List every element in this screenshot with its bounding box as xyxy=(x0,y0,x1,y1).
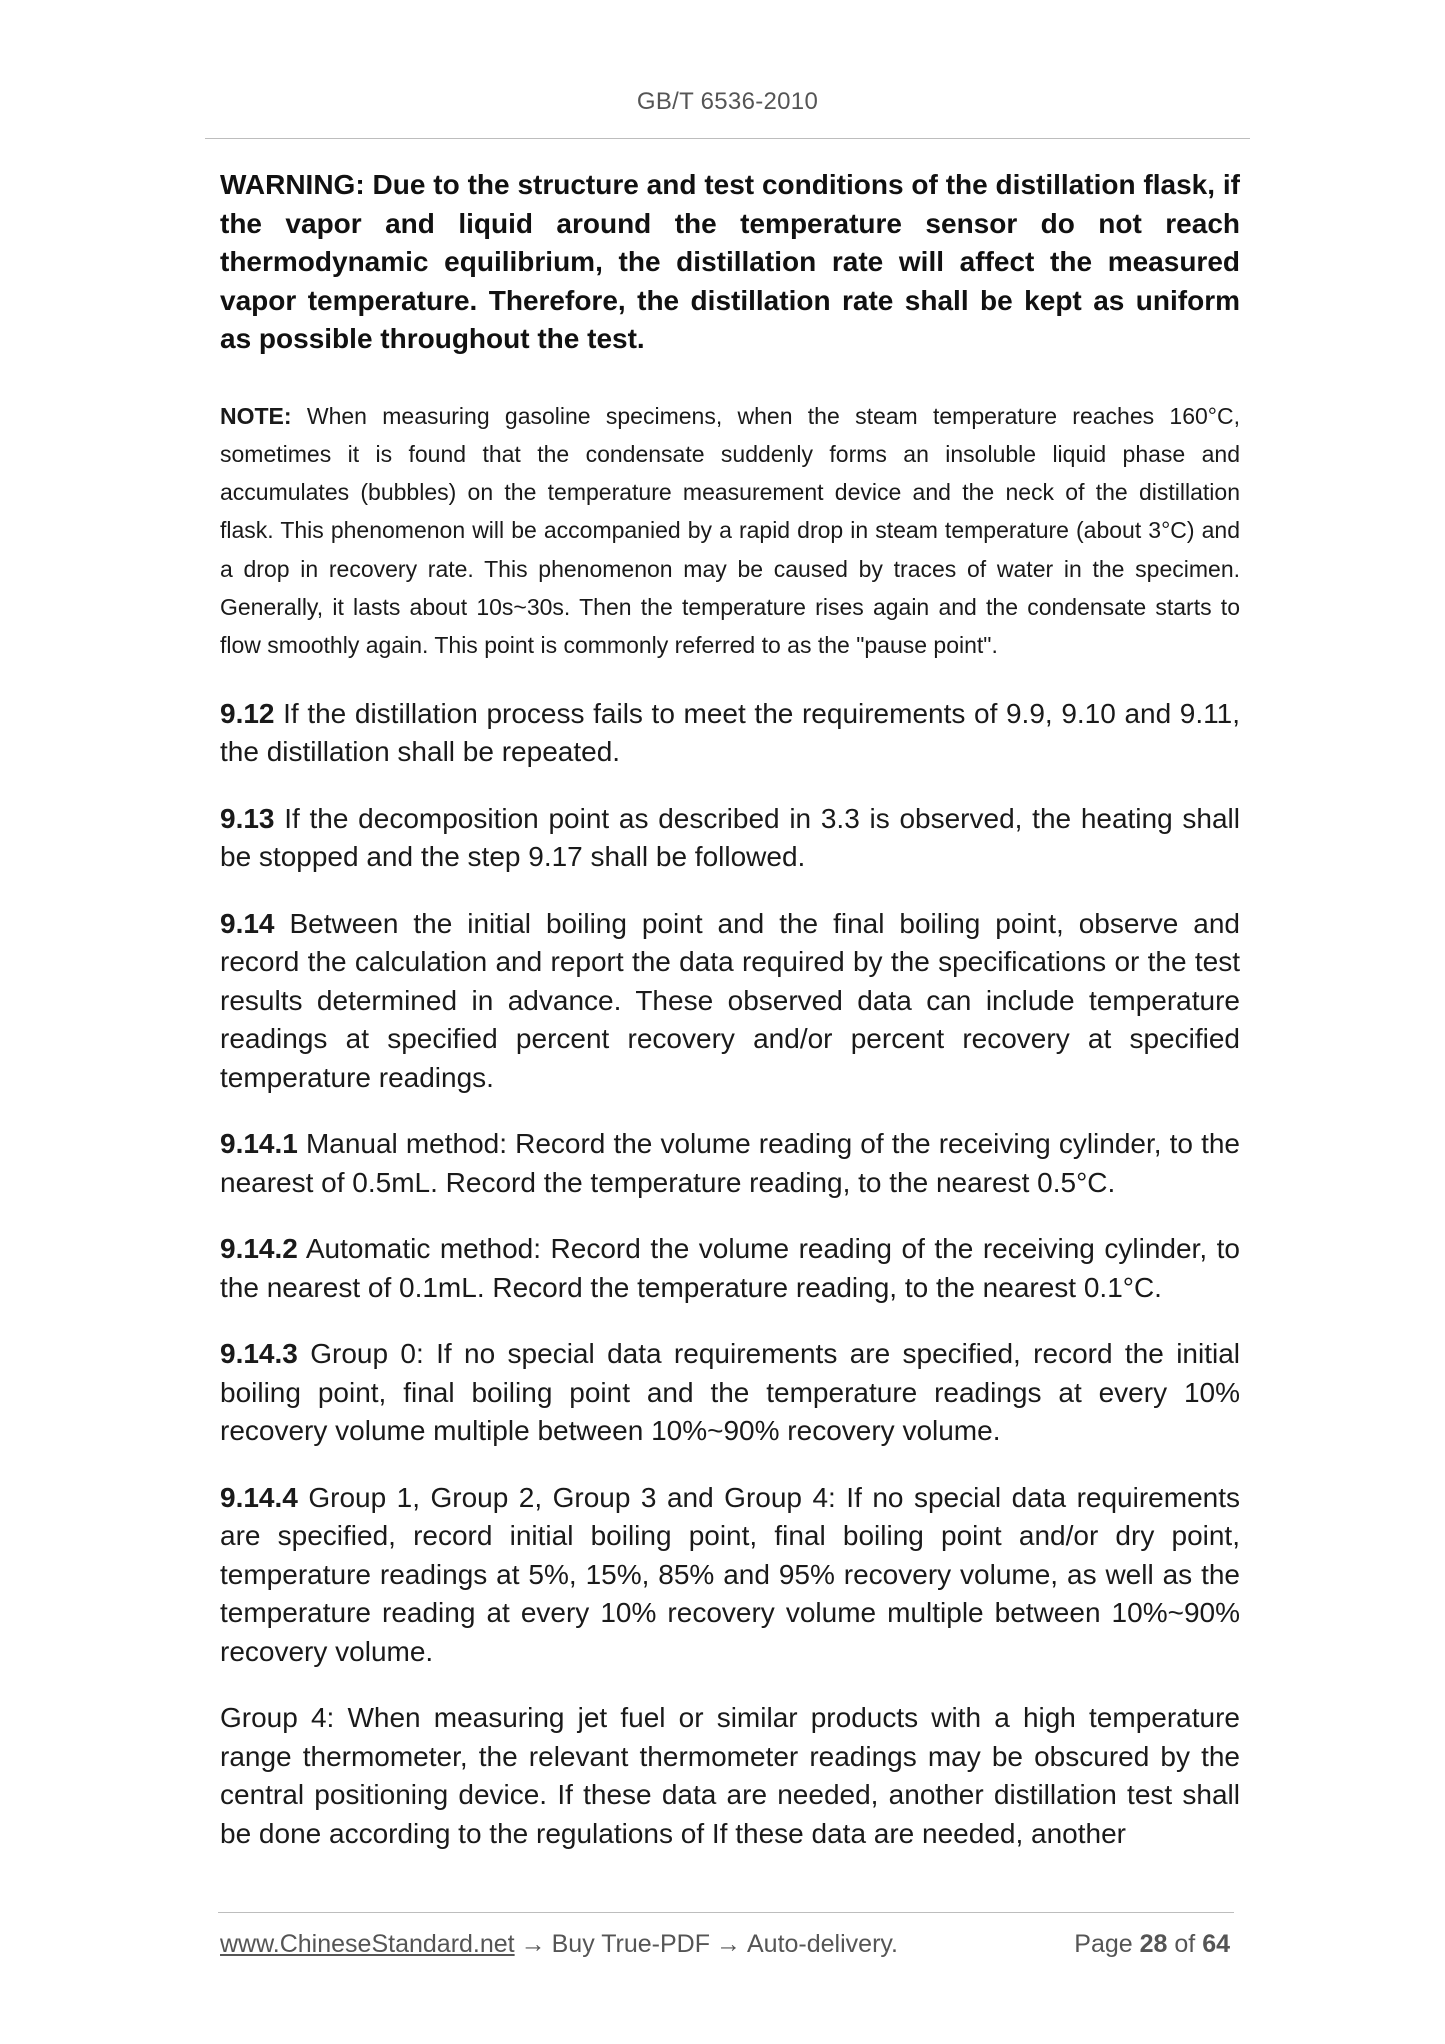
total-page-count: 64 xyxy=(1202,1930,1230,1958)
page-indicator xyxy=(1074,1930,1230,1959)
section-text: Manual method: Record the volume reading of the receiving cylinder, to the nearest of 0.5mL. Record the temperature reading, to the nearest 0.5°C. xyxy=(220,1128,1240,1198)
section-9-13 xyxy=(220,800,1240,877)
section-9-14-4 xyxy=(220,1479,1240,1672)
section-text: Automatic method: Record the volume reading of the receiving cylinder, to the nearest of 0.1mL. Record the temperature reading, to the nearest 0.1°C. xyxy=(220,1233,1240,1303)
arrow-right-icon: → xyxy=(716,1930,741,1958)
buy-true-pdf-text: Buy True-PDF xyxy=(551,1930,710,1958)
section-9-14-2 xyxy=(220,1230,1240,1307)
section-number: 9.13 xyxy=(220,802,275,834)
page-label: Page xyxy=(1074,1930,1133,1958)
section-9-12 xyxy=(220,695,1240,772)
current-page-number: 28 xyxy=(1139,1930,1168,1958)
page-content xyxy=(220,166,1240,1881)
note-label: NOTE: xyxy=(220,402,292,429)
document-code-header: GB/T 6536-2010 xyxy=(636,88,819,115)
section-number: 9.14.1 xyxy=(220,1128,298,1160)
section-text: Group 1, Group 2, Group 3 and Group 4: If no special data requirements are specified, record initial boiling point, final boiling point and/or dry point, temperature readings at 5%, 15%, 85% and 95% recovery volume, as well as the temperature reading at every 10% recovery volume multiple between 10%~90% recovery volume. xyxy=(220,1481,1240,1667)
page-footer xyxy=(220,1930,1230,1964)
section-number: 9.12 xyxy=(220,697,275,729)
group-4-paragraph: Group 4: When measuring jet fuel or similar products with a high temperature range thermometer, the relevant thermometer readings may be obscured by the central positioning device. If these data are needed, another distillation test shall be done according to the regulations of If these data are needed, another xyxy=(220,1702,1240,1849)
section-text: If the distillation process fails to meet the requirements of 9.9, 9.10 and 9.11, the distillation shall be repeated. xyxy=(220,697,1240,768)
section-text: Group 0: If no special data requirements are specified, record the initial boiling point, final boiling point and the temperature readings at every 10% recovery volume multiple between 10%~90% recovery volume. xyxy=(220,1338,1240,1447)
section-number: 9.14.2 xyxy=(220,1233,298,1265)
page-of-label: of xyxy=(1174,1930,1196,1958)
section-9-14 xyxy=(220,905,1240,1098)
auto-delivery-text: Auto-delivery. xyxy=(747,1930,898,1958)
footer-divider xyxy=(218,1912,1234,1913)
section-number: 9.14.4 xyxy=(220,1481,298,1513)
header-divider xyxy=(205,138,1250,139)
section-text: Between the initial boiling point and the final boiling point, observe and record the calculation and report the data required by the specifications or the test results determined in advance. These observed data can include temperature readings at specified percent recovery and/or percent recovery at specified temperature readings. xyxy=(220,907,1240,1093)
site-link[interactable]: www.ChineseStandard.net xyxy=(220,1930,515,1958)
section-number: 9.14.3 xyxy=(220,1338,298,1370)
footer-promo xyxy=(220,1930,898,1959)
section-number: 9.14 xyxy=(220,907,275,939)
section-text: If the decomposition point as described in 3.3 is observed, the heating shall be stopped and the step 9.17 shall be followed. xyxy=(220,802,1240,873)
warning-paragraph: WARNING: Due to the structure and test conditions of the distillation flask, if the vapor and liquid around the temperature sensor do not reach thermodynamic equilibrium, the distillation rate will affect the measured vapor temperature. Therefore, the distillation rate shall be kept as uniform as possible throughout the test. xyxy=(220,169,1240,354)
section-9-14-1 xyxy=(220,1125,1240,1202)
section-9-14-3 xyxy=(220,1335,1240,1451)
note-text: When measuring gasoline specimens, when the steam temperature reaches 160°C, sometimes it is found that the condensate suddenly forms an insoluble liquid phase and accumulates (bubbles) on the temperature measurement device and the neck of the distillation flask. This phenomenon will be accompanied by a rapid drop in steam temperature (about 3°C) and a drop in recovery rate. This phenomenon may be caused by traces of water in the specimen. Generally, it lasts about 10s~30s. Then the temperature rises again and the condensate starts to flow smoothly again. This point is commonly referred to as the "pause point". xyxy=(220,402,1240,659)
note-paragraph xyxy=(220,397,1240,665)
arrow-right-icon: → xyxy=(520,1930,546,1958)
